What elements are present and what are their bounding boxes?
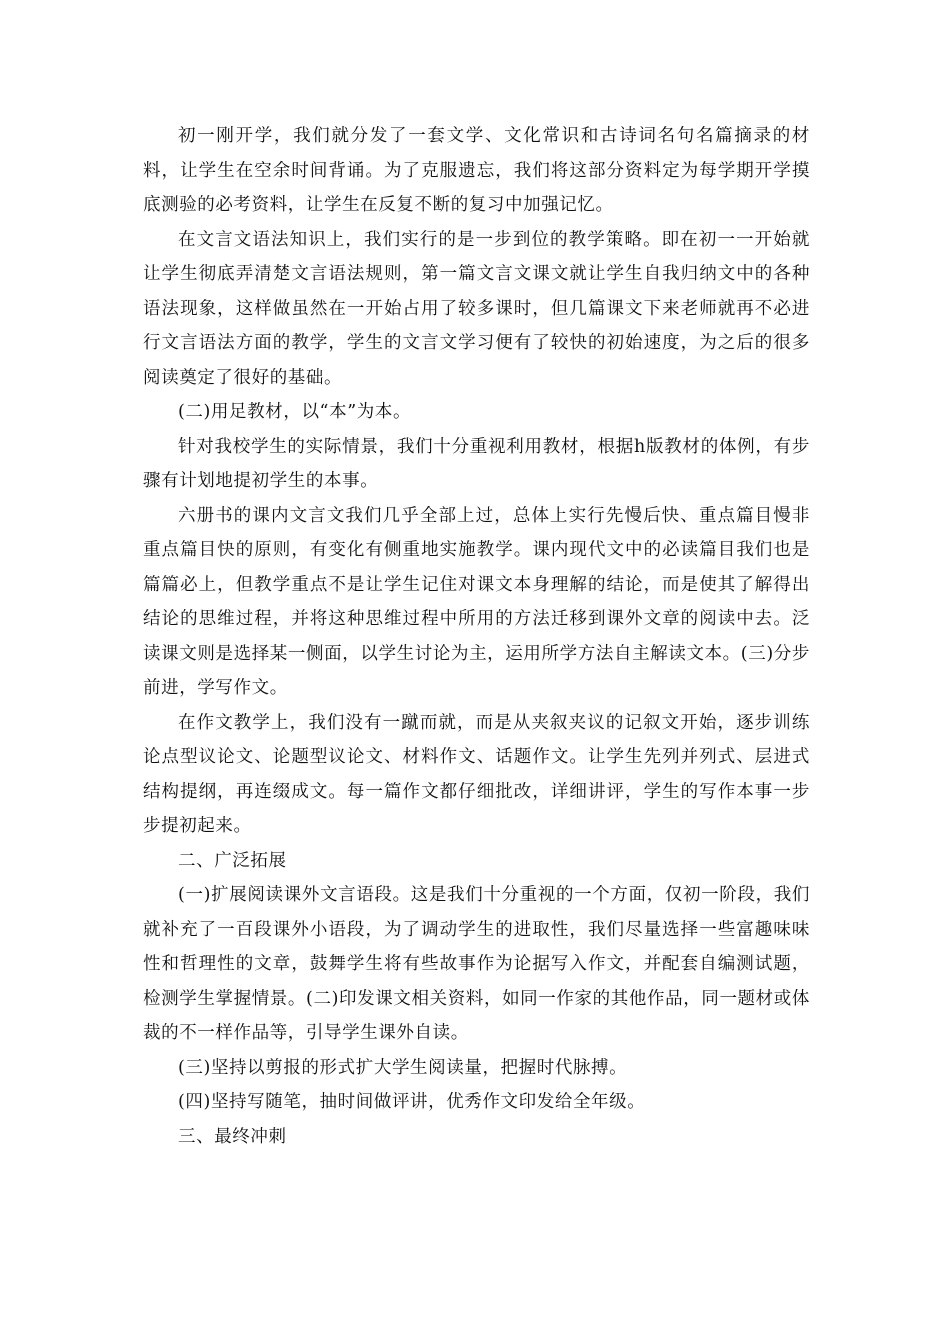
section-heading-final-sprint: 三、最终冲刺 xyxy=(178,1126,287,1147)
section-heading-broad-expansion: 二、广泛拓展 xyxy=(178,850,287,871)
document-body xyxy=(143,119,810,1154)
paragraph-8: (四)坚持写随笔，抽时间做评讲，优秀作文印发给全年级。 xyxy=(178,1092,646,1112)
paragraph-2: 在文言文语法知识上，我们实行的是一步到位的教学策略。即在初一一开始就让学生彻底弄清楚文言语法规则，第一篇文言文课文就让学生自我归纳文中的各种语法现象，这样做虽然在一开始占用了较多课时，但几篇课文下来老师就再不必进行文言语法方面的教学，学生的文言文学习便有了较快的初始速度，为之后的很多阅读奠定了很好的基础。 xyxy=(143,229,810,388)
paragraph-3: 针对我校学生的实际情景，我们十分重视利用教材，根据h版教材的体例，有步骤有计划地提初学生的本事。 xyxy=(143,436,810,491)
section-heading-2: (二)用足教材，以“本”为本。 xyxy=(178,402,412,422)
paragraph-1: 初一刚开学，我们就分发了一套文学、文化常识和古诗词名句名篇摘录的材料，让学生在空余时间背诵。为了克服遗忘，我们将这部分资料定为每学期开学摸底测验的必考资料，让学生在反复不断的复习中加强记忆。 xyxy=(143,126,810,215)
paragraph-5: 在作文教学上，我们没有一蹴而就，而是从夹叙夹议的记叙文开始，逐步训练论点型议论文、论题型议论文、材料作文、话题作文。让学生先列并列式、层进式结构提纲，再连缀成文。每一篇作文都仔细批改，详细讲评，学生的写作本事一步步提初起来。 xyxy=(143,712,810,836)
paragraph-6: (一)扩展阅读课外文言语段。这是我们十分重视的一个方面，仅初一阶段，我们就补充了一百段课外小语段，为了调动学生的进取性，我们尽量选择一些富趣味味性和哲理性的文章，鼓舞学生将有些故事作为论据写入作文，并配套自编测试题，检测学生掌握情景。(二)印发课文相关资料，如同一作家的其他作品，同一题材或体裁的不一样作品等，引导学生课外自读。 xyxy=(143,885,810,1043)
paragraph-4: 六册书的课内文言文我们几乎全部上过，总体上实行先慢后快、重点篇目慢非重点篇目快的原则，有变化有侧重地实施教学。课内现代文中的必读篇目我们也是篇篇必上，但教学重点不是让学生记住对课文本身理解的结论，而是使其了解得出结论的思维过程，并将这种思维过程中所用的方法迁移到课外文章的阅读中去。泛读课文则是选择某一侧面，以学生讨论为主，运用所学方法自主解读文本。(三)分步前进，学写作文。 xyxy=(143,505,810,698)
paragraph-7: (三)坚持以剪报的形式扩大学生阅读量，把握时代脉搏。 xyxy=(178,1057,628,1078)
